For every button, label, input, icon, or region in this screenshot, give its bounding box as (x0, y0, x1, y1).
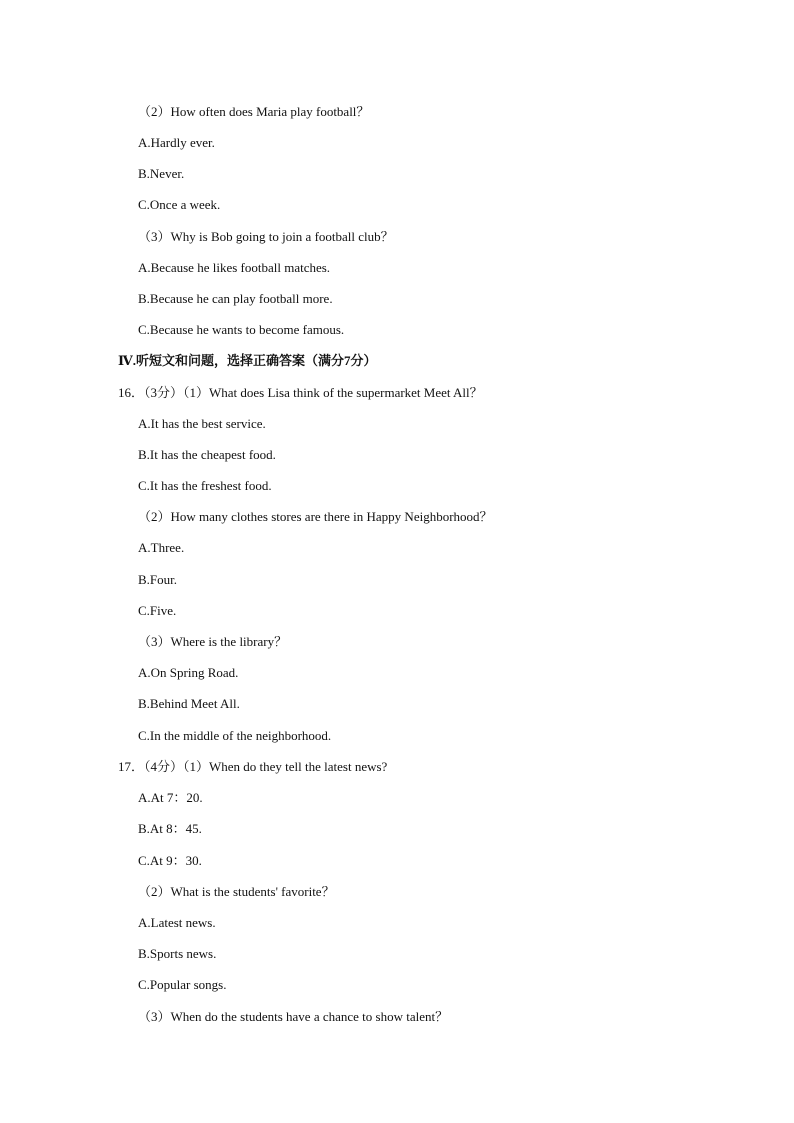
option-a: A.On Spring Road. (138, 665, 239, 680)
option-a: A.It has the best service. (138, 416, 266, 431)
option-a: A.Because he likes football matches. (138, 260, 331, 275)
question-sub-2-maria: （2）How often does Maria play football？ (138, 104, 370, 119)
question-16-sub-3: （3）Where is the library？ (138, 634, 288, 649)
question-17: 17．（4分）（1）When do they tell the latest news? (118, 759, 388, 774)
question-sub-3-bob: （3）Why is Bob going to join a football club？ (138, 229, 394, 244)
option-a: A.At 7：20. (138, 790, 203, 805)
option-b: B.Behind Meet All. (138, 696, 240, 711)
option-a: A.Latest news. (138, 915, 216, 930)
option-c: C.Because he wants to become famous. (138, 322, 345, 337)
section-heading-iv: Ⅳ.听短文和问题，选择正确答案（满分7分） (118, 353, 377, 368)
question-16: 16．（3分）（1）What does Lisa think of the supermarket Meet All？ (118, 385, 483, 400)
option-b: B.At 8：45. (138, 821, 202, 836)
option-c: C.Popular songs. (138, 977, 227, 992)
option-c: C.Five. (138, 603, 177, 618)
option-c: C.In the middle of the neighborhood. (138, 728, 332, 743)
option-a: A.Three. (138, 540, 185, 555)
question-16-sub-2: （2）How many clothes stores are there in Happy Neighborhood？ (138, 509, 493, 524)
option-a: A.Hardly ever. (138, 135, 215, 150)
option-b: B.Never. (138, 166, 185, 181)
option-b: B.Because he can play football more. (138, 291, 333, 306)
option-c: C.Once a week. (138, 197, 221, 212)
option-b: B.Sports news. (138, 946, 217, 961)
question-17-sub-2: （2）What is the students' favorite？ (138, 884, 335, 899)
option-b: B.It has the cheapest food. (138, 447, 276, 462)
option-c: C.At 9：30. (138, 853, 202, 868)
option-b: B.Four. (138, 572, 178, 587)
option-c: C.It has the freshest food. (138, 478, 272, 493)
question-17-sub-3: （3）When do the students have a chance to show talent？ (138, 1009, 449, 1024)
